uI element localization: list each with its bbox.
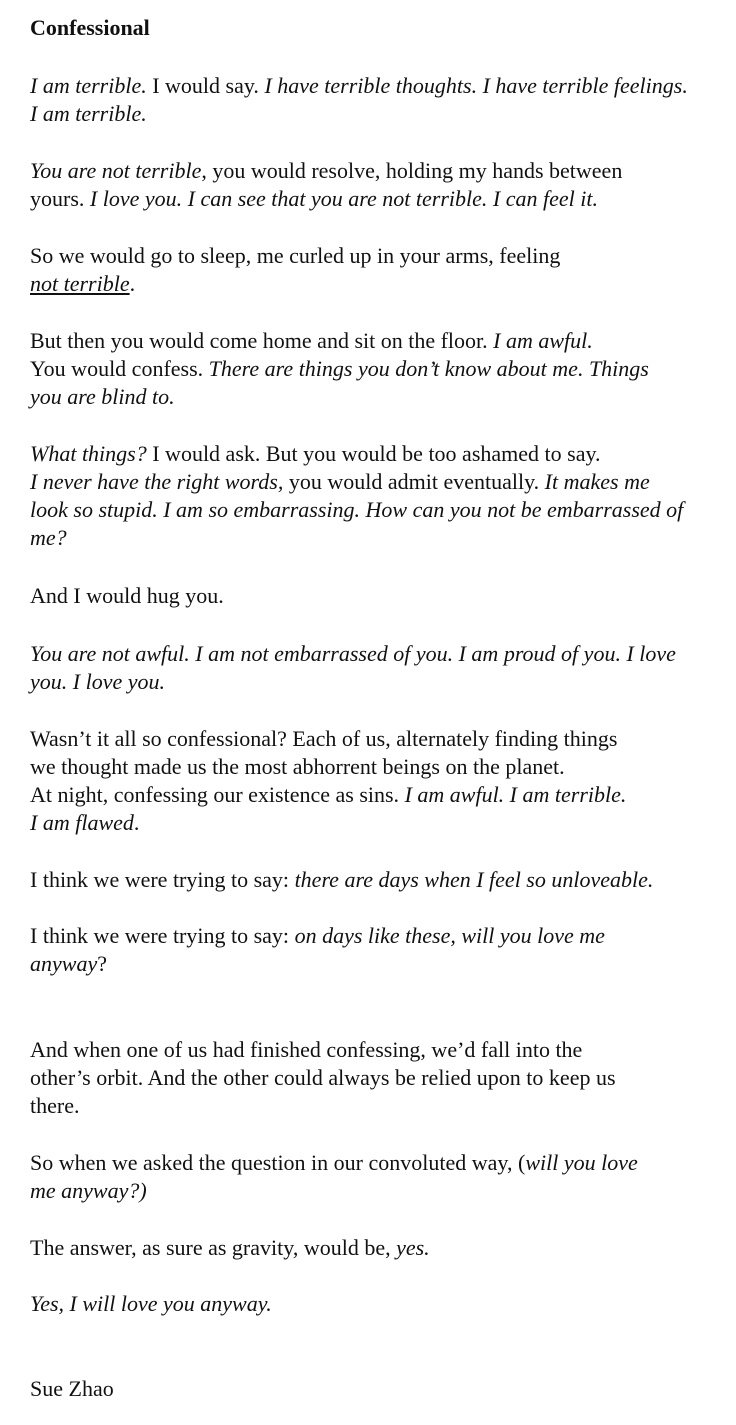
stanza-1-line-2 [30, 100, 720, 128]
stanza-9-line-1 [30, 866, 720, 894]
text: And I would hug you. [30, 583, 224, 608]
text-italic: me? [30, 525, 67, 550]
stanza-2-line-1 [30, 157, 720, 185]
stanza-11-line-1 [30, 1036, 720, 1064]
stanza-5-line-4 [30, 524, 720, 552]
text-italic: I am flawed [30, 810, 134, 835]
poem-title: Confessional [30, 15, 150, 40]
stanza-7-line-1 [30, 640, 720, 668]
stanza-8-line-2 [30, 753, 720, 781]
stanza-7 [30, 640, 720, 696]
stanza-2-line-2 [30, 185, 720, 213]
text: At night, confessing our existence as sins. [30, 782, 405, 807]
stanza-12-line-2 [30, 1177, 720, 1205]
text-italic: yes. [396, 1235, 430, 1260]
stanza-10-line-2 [30, 950, 720, 978]
text-italic-underlined: not terrible [30, 271, 130, 296]
text-italic: I am awful. [493, 328, 593, 353]
stanza-5 [30, 440, 720, 552]
text: , you would resolve, holding my hands between [201, 158, 623, 183]
text-italic: What things? [30, 441, 147, 466]
text: I would ask. But you would be too ashamed to say. [146, 441, 601, 466]
stanza-8 [30, 725, 720, 837]
stanza-3-line-2 [30, 270, 720, 298]
text: yours. [30, 186, 90, 211]
text-italic: There are things you don’t know about me. Things [208, 356, 649, 381]
stanza-12 [30, 1149, 720, 1205]
text: You would confess. [30, 356, 209, 381]
stanza-5-line-1 [30, 440, 720, 468]
text: But then you would come home and sit on the floor. [30, 328, 494, 353]
text: I think we were trying to say: [30, 867, 295, 892]
stanza-4-line-1 [30, 327, 720, 355]
stanza-13 [30, 1234, 720, 1262]
text: I think we were trying to say: [30, 923, 295, 948]
text: The answer, as sure as gravity, would be, [30, 1235, 397, 1260]
text-italic: you. I love you. [30, 669, 165, 694]
stanza-13-line-1 [30, 1234, 720, 1262]
stanza-12-line-1 [30, 1149, 720, 1177]
stanza-9 [30, 866, 720, 894]
stanza-1 [30, 72, 720, 128]
text-italic: I love you. I can see that you are not terrible. I can feel it. [89, 186, 598, 211]
text: . [133, 810, 140, 835]
text-italic: look so stupid. I am so embarrassing. How can you not be embarrassed of [30, 497, 684, 522]
text-italic: anyway [30, 951, 98, 976]
text: And when one of us had finished confessing, we’d fall into the [30, 1037, 583, 1062]
text-italic: there are days when I feel so unloveable. [294, 867, 654, 892]
text: So when we asked the question in our convoluted way, ( [30, 1150, 526, 1175]
text: we thought made us the most abhorrent beings on the planet. [30, 754, 565, 779]
text-italic: you are blind to. [30, 384, 175, 409]
stanza-3-line-1 [30, 242, 720, 270]
stanza-6-line-1 [30, 582, 720, 610]
author-name: Sue Zhao [30, 1376, 114, 1401]
text-italic: Yes, I will love you anyway. [30, 1291, 272, 1316]
text-italic: me anyway?) [30, 1178, 147, 1203]
text: ? [97, 951, 107, 976]
text: Wasn’t it all so confessional? Each of us, alternately finding things [30, 726, 618, 751]
text-italic: It makes me [544, 469, 650, 494]
stanza-7-line-2 [30, 668, 720, 696]
stanza-10 [30, 922, 720, 978]
stanza-8-line-1 [30, 725, 720, 753]
stanza-8-line-3 [30, 781, 720, 809]
text-italic: I never have the right words, [30, 469, 284, 494]
text-italic: will you love [525, 1150, 638, 1175]
text: you would admit eventually. [283, 469, 545, 494]
stanza-11-line-3 [30, 1092, 720, 1120]
text-italic: I have terrible thoughts. I have terrible feelings. [264, 73, 688, 98]
text: other’s orbit. And the other could always be relied upon to keep us [30, 1065, 616, 1090]
stanza-11 [30, 1036, 720, 1120]
stanza-4-line-3 [30, 383, 720, 411]
stanza-2 [30, 157, 720, 213]
text-italic: I am terrible. [30, 73, 147, 98]
text: I would say. [146, 73, 265, 98]
stanza-3 [30, 242, 720, 298]
text: there. [30, 1093, 80, 1118]
text: . [129, 271, 136, 296]
stanza-14 [30, 1290, 720, 1318]
text-italic: on days like these, will you love me [294, 923, 605, 948]
stanza-4-line-2 [30, 355, 720, 383]
stanza-8-line-4 [30, 809, 720, 837]
text-italic: You are not terrible [30, 158, 202, 183]
text-italic: You are not awful. I am not embarrassed of you. I am proud of you. I love [30, 641, 676, 666]
text-italic: I am terrible. [30, 101, 147, 126]
stanza-11-line-2 [30, 1064, 720, 1092]
stanza-14-line-1 [30, 1290, 720, 1318]
stanza-5-line-2 [30, 468, 720, 496]
text-italic: I am awful. I am terrible. [404, 782, 627, 807]
stanza-1-line-1 [30, 72, 720, 100]
stanza-5-line-3 [30, 496, 720, 524]
stanza-4 [30, 327, 720, 411]
stanza-6 [30, 582, 720, 610]
stanza-10-line-1 [30, 922, 720, 950]
text: So we would go to sleep, me curled up in your arms, feeling [30, 243, 561, 268]
